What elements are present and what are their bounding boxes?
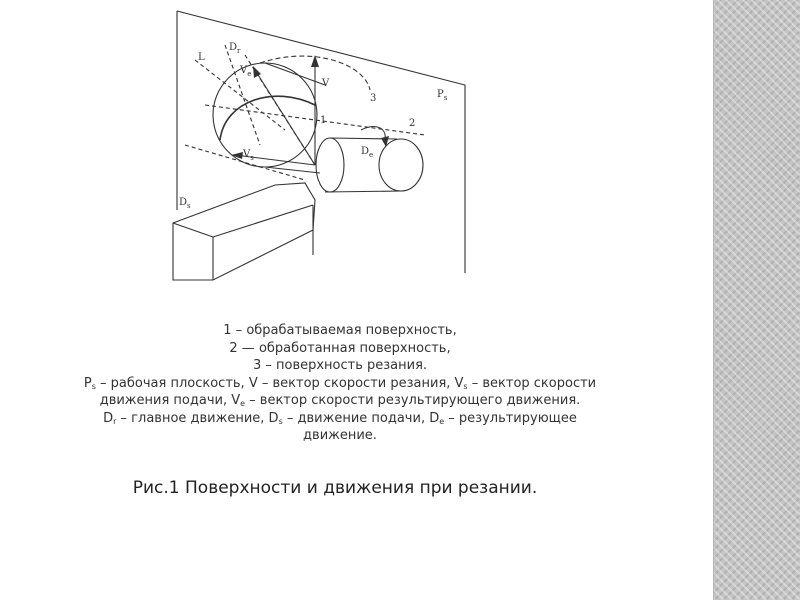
legend-line-1: 1 – обрабатываемая поверхность,: [223, 323, 457, 338]
figure-legend: [40, 322, 640, 445]
legend-line-2: 2 — обработанная поверхность,: [229, 340, 451, 356]
legend-line-4: $P_s$ – рабочая плоскость, V – вектор скорости резания, $V_s$ – вектор скорости: [83, 375, 597, 391]
label-vs: $V_s$: [243, 149, 254, 162]
label-ds: $D_s$: [179, 197, 191, 210]
legend-line-7: движение.: [303, 428, 377, 443]
label-3: 3: [370, 93, 377, 104]
arrowhead-rotation: [381, 136, 389, 147]
decorative-side-strip: [713, 0, 800, 600]
label-ve: $V_e$: [240, 65, 252, 78]
machined-cylinder-back: [316, 138, 344, 192]
label-de: $D_e$: [361, 146, 374, 159]
label-ps: $P_s$: [437, 89, 448, 102]
label-2: 2: [409, 118, 416, 129]
cutting-surface-3: [213, 63, 317, 167]
legend-line-3: 3 – поверхность резания.: [252, 358, 428, 373]
cutting-diagram: [165, 5, 475, 285]
label-l: L: [198, 52, 205, 63]
machined-cylinder-front: [379, 139, 423, 191]
label-1: 1: [320, 115, 327, 126]
vector-ve: [255, 70, 315, 165]
legend-line-6: $D_r$ – главное движение, $D_s$ – движение подачи, $D_e$ – результирующее: [103, 410, 577, 426]
figure-caption: Рис.1 Поверхности и движения при резании.: [132, 478, 538, 498]
arrowhead-ve: [253, 66, 261, 78]
label-dr: $D_r$: [229, 42, 241, 55]
legend-line-5: движения подачи, $V_e$ – вектор скорости результирующего движения.: [99, 393, 581, 408]
workpiece-outline: [265, 63, 325, 173]
cutting-tool: [173, 183, 315, 280]
arrowhead-vs: [231, 152, 243, 159]
main-motion-arc: [220, 96, 315, 140]
label-v: V: [322, 78, 330, 89]
